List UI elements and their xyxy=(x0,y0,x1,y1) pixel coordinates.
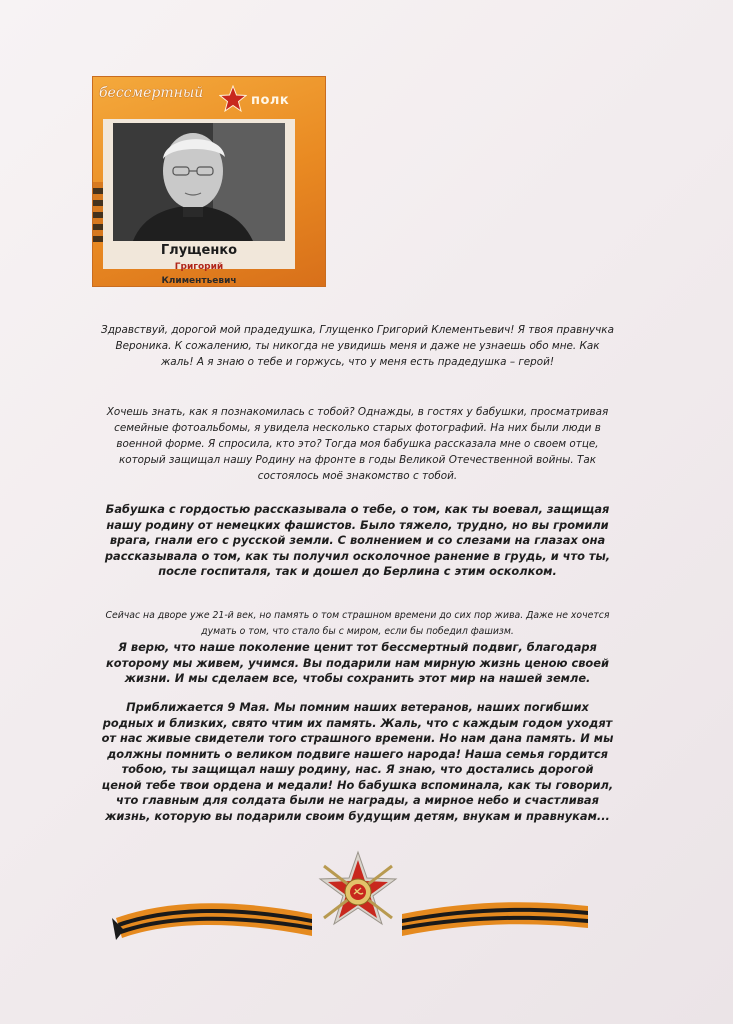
order-patriotic-war-icon xyxy=(320,852,396,924)
letter-paragraph-5: Я верю, что наше поколение ценит тот бессмертный подвиг, благодаря которому мы живем, учимся. Вы подарили нам мирную жизнь ценою своей жизни. И мы сделаем все, чтобы сохранить этот мир на нашей земле. xyxy=(106,640,609,685)
poster-surname: Глущенко xyxy=(160,243,238,258)
poster-header xyxy=(93,77,325,119)
letter-paragraph-6: Приближается 9 Мая. Мы помним наших ветеранов, наших погибших родных и близких, свято чтим их память. Жаль, что с каждым годом уходят от нас живые свидетели того страшного времени. Но нам дана память. И мы должны помнить о великом подвиге нашего народа! Наша семья гордится тобою, ты защищал нашу родину, нас. Я знаю, что достались дорогой ценой тебе твои ордена и медали! Но бабушка вспоминала, как ты говорил, что главным для солдата были не награды, а мирное небо и счастливая жизнь, которую вы подарили своим будущим детям, внукам и правнукам... xyxy=(101,700,614,823)
poster-header-right: полк xyxy=(251,93,290,108)
poster-first-name: Григорий xyxy=(174,262,224,272)
portrait-photo xyxy=(113,123,285,241)
portrait-frame xyxy=(103,119,295,286)
st-george-ribbon xyxy=(112,848,592,944)
portrait-silhouette xyxy=(113,123,285,241)
immortal-regiment-poster xyxy=(93,77,325,286)
ribbon-graphic xyxy=(112,848,592,944)
poster-patronymic: Климентьевич xyxy=(161,276,237,286)
letter-paragraph-3: Бабушка с гордостью рассказывала о тебе, о том, как ты воевал, защищая нашу родину от немецких фашистов. Было тяжело, трудно, но вы громили врага, гнали его с русской земли. С волнением и со слезами на глазах она рассказывала о том, как ты получил осколочное ранение в грудь, и что ты, после госпиталя, так и дошел до Берлина с этим осколком. xyxy=(104,502,611,578)
poster-header-left: бессмертный xyxy=(99,85,204,101)
red-star-icon xyxy=(219,85,247,113)
letter-paragraph-1: Здравствуй, дорогой мой прадедушка, Глущенко Григорий Клементьевич! Я твоя правнучка Вероника. К сожалению, ты никогда не увидишь меня и даже не узнаешь обо мне. Как жаль! А я знаю о тебе и горжусь, что у меня есть прадедушка – герой! xyxy=(101,324,614,368)
letter-paragraph-2: Хочешь знать, как я познакомилась с тобой? Однажды, в гостях у бабушки, просматривая семейные фотоальбомы, я увидела несколько старых фотографий. На них были люди в военной форме. Я спросила, кто это? Тогда моя бабушка рассказала мне о своем отце, который защищал нашу Родину на фронте в годы Великой Отечественной войны. Так состоялось моё знакомство с тобой. xyxy=(106,406,609,482)
letter-paragraph-4: Сейчас на дворе уже 21-й век, но память о том страшном времени до сих пор жива. Даже не хочется думать о том, что стало бы с миром, если бы победил фашизм. xyxy=(105,610,610,637)
